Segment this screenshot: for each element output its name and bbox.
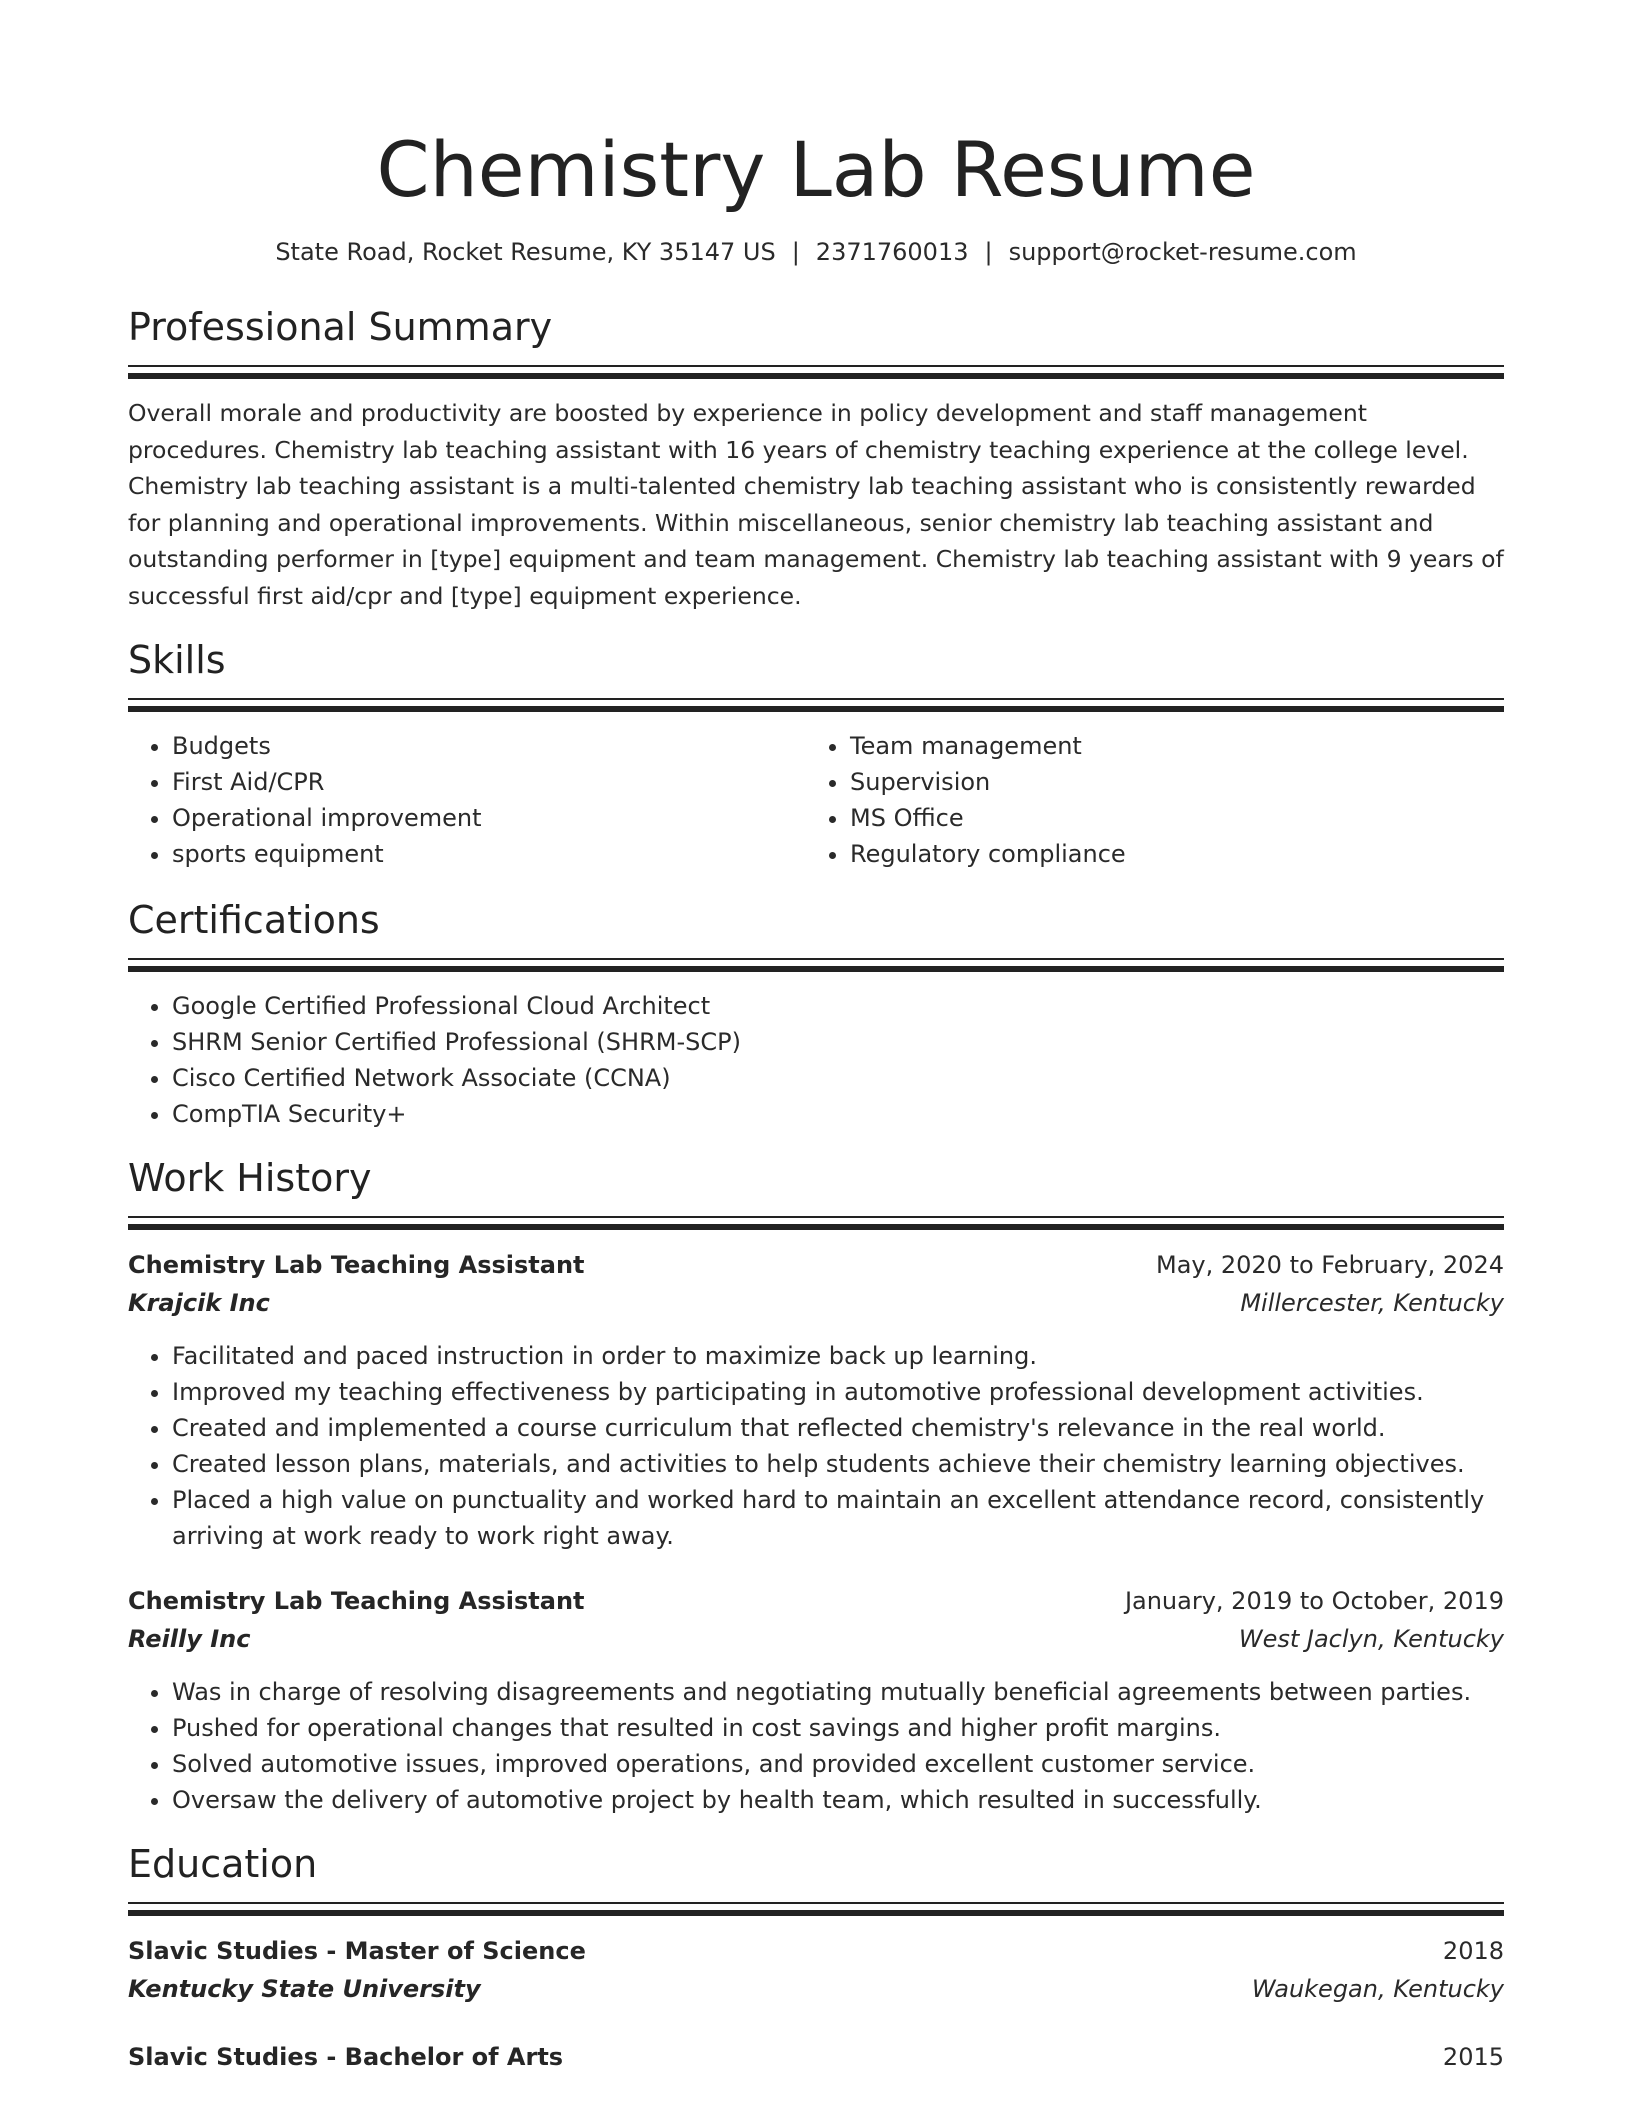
skill-item: • MS Office bbox=[850, 800, 1484, 836]
certification-item: • Cisco Certified Network Associate (CCNA) bbox=[172, 1060, 1504, 1096]
job-header-row bbox=[128, 1582, 1504, 1620]
job-bullet: • Pushed for operational changes that resulted in cost savings and higher profit margins. bbox=[172, 1710, 1504, 1746]
section-title-education: Education bbox=[128, 1842, 318, 1886]
job-dates: May, 2020 to February, 2024 bbox=[1156, 1251, 1504, 1279]
job-bullets bbox=[128, 1338, 1504, 1554]
education-header-row bbox=[128, 2038, 1504, 2076]
section-divider bbox=[128, 958, 1504, 972]
section-title-summary: Professional Summary bbox=[128, 305, 553, 349]
skills-columns bbox=[128, 712, 1504, 872]
skill-item: • Team management bbox=[850, 728, 1484, 764]
education-header-row bbox=[128, 1932, 1504, 1970]
job-header-row bbox=[128, 1246, 1504, 1284]
work-history-section bbox=[128, 1154, 1504, 1818]
skills-list-right bbox=[806, 728, 1484, 872]
contact-address: State Road, Rocket Resume, KY 35147 US bbox=[275, 238, 776, 266]
section-divider bbox=[128, 365, 1504, 379]
job-bullet: • Solved automotive issues, improved operations, and provided excellent customer service. bbox=[172, 1746, 1504, 1782]
section-divider bbox=[128, 1216, 1504, 1230]
education-entry bbox=[128, 2038, 1504, 2076]
job-company: Reilly Inc bbox=[128, 1625, 251, 1653]
contact-separator: | bbox=[984, 238, 993, 266]
section-divider bbox=[128, 1902, 1504, 1916]
section-divider bbox=[128, 698, 1504, 712]
resume-page bbox=[128, 0, 1504, 2076]
job-dates: January, 2019 to October, 2019 bbox=[1124, 1587, 1504, 1615]
job-bullet: • Oversaw the delivery of automotive project by health team, which resulted in successfully. bbox=[172, 1782, 1504, 1818]
job-location: Millercester, Kentucky bbox=[1240, 1289, 1504, 1317]
job-title: Chemistry Lab Teaching Assistant bbox=[128, 1587, 585, 1615]
job-title: Chemistry Lab Teaching Assistant bbox=[128, 1251, 585, 1279]
job-bullet: • Was in charge of resolving disagreements and negotiating mutually beneficial agreements between parties. bbox=[172, 1674, 1504, 1710]
education-section bbox=[128, 1840, 1504, 2076]
skills-section bbox=[128, 636, 1504, 872]
certification-item: • SHRM Senior Certified Professional (SHRM-SCP) bbox=[172, 1024, 1504, 1060]
contact-email[interactable]: support@rocket-resume.com bbox=[1008, 238, 1357, 266]
skill-item: • Regulatory compliance bbox=[850, 836, 1484, 872]
summary-section bbox=[128, 303, 1504, 614]
certification-item: • CompTIA Security+ bbox=[172, 1096, 1504, 1132]
section-title-work-history: Work History bbox=[128, 1156, 372, 1200]
education-year: 2015 bbox=[1442, 2043, 1504, 2071]
job-bullet: • Placed a high value on punctuality and worked hard to maintain an excellent attendance record, consistently arriving at work ready to work right away. bbox=[172, 1482, 1504, 1554]
job-location: West Jaclyn, Kentucky bbox=[1238, 1625, 1504, 1653]
contact-phone: 2371760013 bbox=[815, 238, 969, 266]
contact-line bbox=[128, 236, 1504, 268]
job-bullet: • Improved my teaching effectiveness by participating in automotive professional development activities. bbox=[172, 1374, 1504, 1410]
job-bullet: • Created and implemented a course curriculum that reflected chemistry's relevance in the real world. bbox=[172, 1410, 1504, 1446]
skill-item: • First Aid/CPR bbox=[172, 764, 806, 800]
skill-item: • Supervision bbox=[850, 764, 1484, 800]
job-entry bbox=[128, 1582, 1504, 1818]
skills-list-left bbox=[128, 728, 806, 872]
summary-text: Overall morale and productivity are boosted by experience in policy development and staff management procedures. Chemistry lab teaching assistant with 16 years of chemistry teaching experience at the college level. Chemistry lab teaching assistant is a multi-talented chemistry lab teaching assistant who is consistently rewarded for planning and operational improvements. Within miscellaneous, senior chemistry lab teaching assistant and outstanding performer in [type] equipment and team management. Chemistry lab teaching assistant with 9 years of successful first aid/cpr and [type] equipment experience. bbox=[128, 399, 1504, 610]
certifications-list bbox=[128, 988, 1504, 1132]
education-degree: Slavic Studies - Bachelor of Arts bbox=[128, 2043, 564, 2071]
job-company-row bbox=[128, 1620, 1504, 1658]
job-bullets bbox=[128, 1674, 1504, 1818]
skill-item: • Budgets bbox=[172, 728, 806, 764]
job-entry bbox=[128, 1246, 1504, 1554]
education-year: 2018 bbox=[1442, 1937, 1504, 1965]
resume-name: Chemistry Lab Resume bbox=[376, 125, 1256, 214]
certifications-section bbox=[128, 896, 1504, 1132]
education-school: Kentucky State University bbox=[128, 1975, 481, 2003]
job-company: Krajcik Inc bbox=[128, 1289, 270, 1317]
education-school-row bbox=[128, 1970, 1504, 2008]
job-bullet: • Facilitated and paced instruction in order to maximize back up learning. bbox=[172, 1338, 1504, 1374]
section-title-skills: Skills bbox=[128, 638, 226, 682]
job-company-row bbox=[128, 1284, 1504, 1322]
certification-item: • Google Certified Professional Cloud Architect bbox=[172, 988, 1504, 1024]
contact-separator: | bbox=[791, 238, 800, 266]
skill-item: • sports equipment bbox=[172, 836, 806, 872]
education-degree: Slavic Studies - Master of Science bbox=[128, 1937, 586, 1965]
job-bullet: • Created lesson plans, materials, and activities to help students achieve their chemistry learning objectives. bbox=[172, 1446, 1504, 1482]
skill-item: • Operational improvement bbox=[172, 800, 806, 836]
education-entry bbox=[128, 1932, 1504, 2008]
education-location: Waukegan, Kentucky bbox=[1251, 1975, 1504, 2003]
section-title-certifications: Certifications bbox=[128, 898, 380, 942]
